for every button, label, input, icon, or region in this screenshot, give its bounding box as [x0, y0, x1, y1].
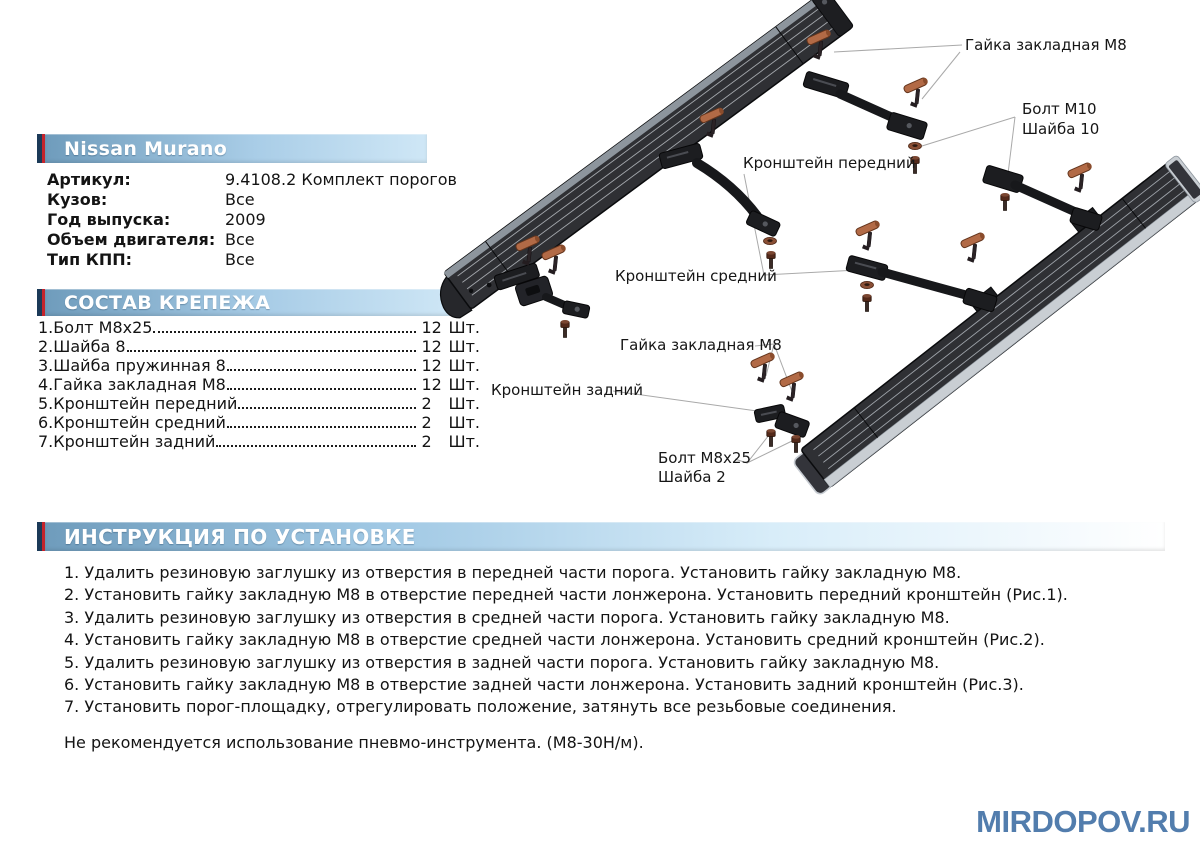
info-label: Кузов: — [47, 189, 108, 209]
hardware-section-banner — [37, 289, 455, 316]
part-unit: Шт. — [448, 375, 480, 394]
info-value: 2009 — [225, 209, 266, 229]
bolt-icon — [767, 251, 775, 269]
info-label: Объем двигателя: — [47, 229, 216, 249]
dotted-leader — [216, 445, 416, 447]
label-bolt-m10: Болт М10 — [1022, 100, 1097, 118]
part-unit: Шт. — [448, 318, 480, 337]
part-unit: Шт. — [448, 413, 480, 432]
washer-icon — [764, 237, 777, 244]
part-name: 6.Кронштейн средний — [38, 413, 226, 432]
part-row — [38, 394, 480, 413]
part-row — [38, 337, 480, 356]
step-6: 6. Установить гайку закладную М8 в отверстие задней части лонжерона. Установить задний кронштейн (Рис.3). — [64, 674, 1024, 694]
instructions-section-banner — [37, 522, 1165, 551]
label-bolt-m8: Болт М8х25 — [658, 449, 752, 467]
bolt-icon — [561, 320, 569, 338]
part-unit: Шт. — [448, 394, 480, 413]
part-row — [38, 375, 480, 394]
step-2: 2. Установить гайку закладную М8 в отверстие передней части лонжерона. Установить передний кронштейн (Рис.1). — [64, 585, 1068, 605]
rivet-nut-icon — [1067, 162, 1093, 193]
dotted-leader — [127, 350, 417, 352]
info-row-engine — [47, 229, 487, 249]
part-row — [38, 318, 480, 337]
rivet-nut-icon — [960, 232, 986, 263]
installation-diagram — [430, 0, 1200, 500]
bolt-icon — [1001, 193, 1009, 211]
info-row-article — [47, 169, 487, 189]
label-bracket-front: Кронштейн передний — [743, 154, 916, 172]
dotted-leader — [227, 369, 417, 371]
part-qty: 12 — [421, 375, 442, 394]
watermark: MIRDOPOV.RU — [976, 804, 1190, 839]
rivet-nut-icon — [903, 77, 929, 108]
dotted-leader — [227, 388, 417, 390]
part-unit: Шт. — [448, 337, 480, 356]
running-board-right — [783, 147, 1200, 497]
info-value: 9.4108.2 Комплект порогов — [225, 169, 457, 189]
diagram-labels — [491, 36, 1127, 486]
part-qty: 12 — [421, 356, 442, 375]
torque-note: Не рекомендуется использование пневмо-инструмента. (М8-30Н/м). — [64, 733, 644, 752]
info-label: Артикул: — [47, 169, 131, 189]
info-row-gearbox — [47, 249, 487, 269]
banner-gradient — [45, 134, 427, 163]
label-bracket-rear: Кронштейн задний — [491, 381, 644, 399]
info-label: Тип КПП: — [47, 249, 133, 269]
washer-icon — [909, 142, 922, 149]
label-washer-10: Шайба 10 — [1022, 120, 1100, 138]
part-name: 1.Болт М8х25 — [38, 318, 153, 337]
part-row — [38, 432, 480, 451]
info-value: Все — [225, 189, 255, 209]
info-value: Все — [225, 229, 255, 249]
part-unit: Шт. — [448, 432, 480, 451]
label-bracket-middle: Кронштейн средний — [615, 267, 777, 285]
step-3: 3. Удалить резиновую заглушку из отверстия в средней части порога. Установить гайку закладную М8. — [64, 607, 950, 627]
product-info-table — [47, 169, 487, 269]
dotted-leader — [227, 426, 417, 428]
hardware-section-title: СОСТАВ КРЕПЕЖА — [64, 291, 271, 314]
part-name: 5.Кронштейн передний — [38, 394, 238, 413]
bolt-icon — [863, 294, 871, 312]
step-1: 1. Удалить резиновую заглушку из отверстия в передней части порога. Установить гайку закладную М8. — [64, 563, 962, 582]
info-label: Год выпуска: — [47, 209, 171, 229]
dotted-leader — [153, 331, 416, 333]
step-4: 4. Установить гайку закладную М8 в отверстие средней части лонжерона. Установить средний кронштейн (Рис.2). — [64, 630, 1045, 650]
label-washer-2: Шайба 2 — [658, 468, 726, 486]
info-row-body — [47, 189, 487, 209]
bolt-icon — [792, 435, 800, 453]
info-row-year — [47, 209, 487, 229]
label-rivet-nut-top: Гайка закладная М8 — [965, 36, 1127, 54]
product-title-banner — [37, 134, 427, 163]
part-qty: 12 — [421, 318, 442, 337]
banner-gradient — [45, 522, 1165, 551]
part-row — [38, 413, 480, 432]
label-rivet-nut-mid: Гайка закладная М8 — [620, 336, 782, 354]
rear-bracket — [750, 352, 810, 453]
step-7: 7. Установить порог-площадку, отрегулировать положение, затянуть все резьбовые соединения. — [64, 697, 897, 717]
middle-arm-right-board — [846, 220, 998, 313]
banner-gradient — [45, 289, 455, 316]
bolt-icon — [767, 429, 775, 447]
hardware-parts-list — [38, 318, 480, 451]
rivet-nut-icon — [855, 220, 881, 251]
washer-icon — [861, 281, 874, 288]
part-name: 3.Шайба пружинная 8 — [38, 356, 226, 375]
part-name: 4.Гайка закладная М8 — [38, 375, 226, 394]
instructions-section-title: ИНСТРУКЦИЯ ПО УСТАНОВКЕ — [64, 524, 416, 549]
dotted-leader — [238, 407, 416, 409]
part-name: 2.Шайба 8 — [38, 337, 126, 356]
rivet-nut-icon — [779, 371, 805, 402]
part-name: 7.Кронштейн задний — [38, 432, 216, 451]
part-row — [38, 356, 480, 375]
installation-steps — [64, 562, 1068, 719]
part-unit: Шт. — [448, 356, 480, 375]
part-qty: 2 — [421, 394, 432, 413]
part-qty: 2 — [421, 413, 432, 432]
product-title: Nissan Murano — [64, 137, 228, 160]
step-5: 5. Удалить резиновую заглушку из отверстия в задней части порога. Установить гайку закладную М8. — [64, 652, 940, 672]
part-qty: 12 — [421, 337, 442, 356]
rivet-nut-icon — [750, 352, 776, 383]
part-qty: 2 — [421, 432, 432, 451]
info-value: Все — [225, 249, 255, 269]
